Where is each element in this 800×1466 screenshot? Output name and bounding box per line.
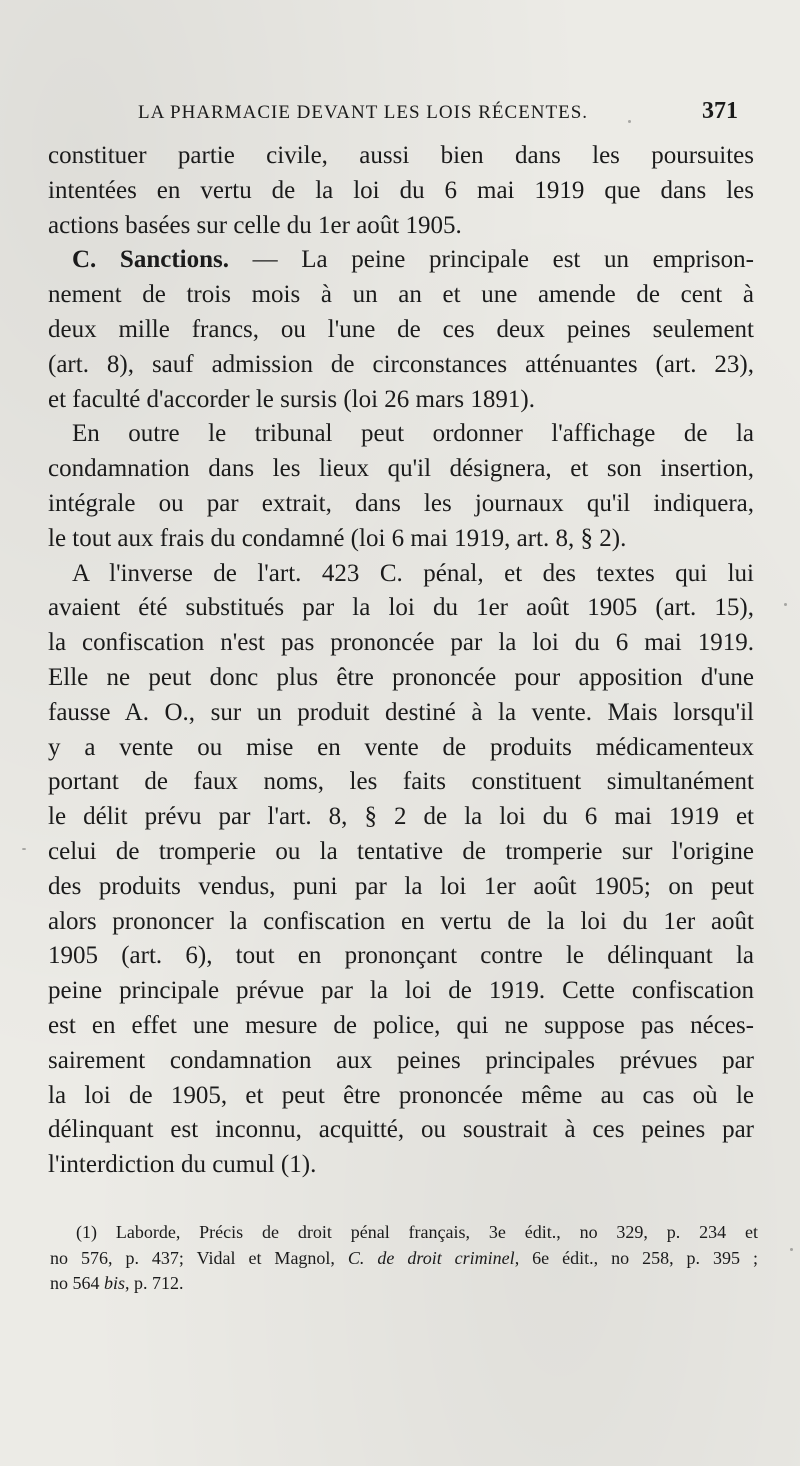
text-line: (art. 8), sauf admission de circonstances atténuantes (art. 23), — [48, 350, 754, 378]
text-line: A l'inverse de l'art. 423 C. pénal, et des textes qui lui — [72, 559, 754, 587]
text-line: alors prononcer la confiscation en vertu de la loi du 1er août — [48, 907, 754, 935]
footnote-text: , p. 712. — [125, 1273, 184, 1293]
text-line: des produits vendus, puni par la loi 1er août 1905; on peut — [48, 872, 754, 900]
page-header — [0, 98, 800, 132]
text-line: l'interdiction du cumul (1). — [48, 1151, 317, 1179]
text-line: Elle ne peut donc plus être prononcée pour apposition d'une — [48, 663, 754, 691]
text-line: y a vente ou mise en vente de produits médicamenteux — [48, 733, 754, 761]
section-heading-rest: — La peine principale est un emprison- — [229, 246, 754, 274]
text-line: le délit prévu par l'art. 8, § 2 de la loi du 6 mai 1919 et — [48, 803, 754, 831]
paper-speck — [22, 848, 26, 850]
paper-speck — [790, 1248, 793, 1251]
text-line: actions basées sur celle du 1er août 1905. — [48, 211, 462, 239]
text-line: nement de trois mois à un an et une amende de cent à — [48, 281, 754, 309]
footnote-text: no 564 — [50, 1273, 104, 1293]
footnote-title: C. de droit criminel — [347, 1247, 515, 1268]
text-line: fausse A. O., sur un produit destiné à la vente. Mais lorsqu'il — [48, 698, 754, 726]
text-line: constituer partie civile, aussi bien dans les poursuites — [48, 142, 754, 169]
section-heading: C. Sanctions. — [72, 246, 229, 274]
text-line: sairement condamnation aux peines principales prévues par — [48, 1046, 754, 1074]
paper-speck — [628, 120, 631, 123]
text-line: celui de tromperie ou la tentative de tromperie sur l'origine — [48, 837, 754, 865]
text-line: intégrale ou par extrait, dans les journaux qu'il indiquera, — [48, 489, 754, 517]
text-line: est en effet une mesure de police, qui ne suppose pas néces- — [48, 1011, 754, 1039]
page-number: 371 — [702, 98, 738, 124]
text-line: En outre le tribunal peut ordonner l'affichage de la — [72, 420, 754, 448]
paper-speck — [784, 603, 787, 606]
footnote-line: (1) Laborde, Précis de droit pénal français, 3e édit., no 329, p. 234 et — [76, 1222, 758, 1242]
section-heading-line — [48, 243, 754, 278]
running-head: LA PHARMACIE DEVANT LES LOIS RÉCENTES. — [138, 102, 589, 123]
text-line: condamnation dans les lieux qu'il désignera, et son insertion, — [48, 455, 754, 483]
text-line: portant de faux noms, les faits constituent simultanément — [48, 768, 754, 796]
text-line: la loi de 1905, et peut être prononcée même au cas où le — [48, 1081, 754, 1109]
footnote-italic: bis — [104, 1273, 126, 1293]
text-line: intentées en vertu de la loi du 6 mai 1919 que dans les — [48, 176, 754, 204]
main-text — [48, 139, 754, 1183]
text-line: 1905 (art. 6), tout en prononçant contre le délinquant la — [48, 942, 754, 970]
text-line: délinquant est inconnu, acquitté, ou soustrait à ces peines par — [48, 1116, 754, 1144]
text-line: avaient été substitués par la loi du 1er août 1905 (art. 15), — [48, 594, 754, 622]
text-line: le tout aux frais du condamné (loi 6 mai 1919, art. 8, § 2). — [48, 524, 627, 552]
text-line: la confiscation n'est pas prononcée par la loi du 6 mai 1919. — [48, 629, 754, 657]
footnote-line — [50, 1271, 758, 1297]
footnote-line — [50, 1246, 758, 1272]
text-line: deux mille francs, ou l'une de ces deux peines seulement — [48, 315, 754, 343]
footnote-text: , 6e édit., no 258, p. 395 ; — [514, 1247, 759, 1268]
footnote-text: no 576, p. 437; Vidal et Magnol, — [50, 1247, 348, 1268]
text-line: et faculté d'accorder le sursis (loi 26 mars 1891). — [48, 385, 535, 413]
text-line: peine principale prévue par la loi de 1919. Cette confiscation — [48, 977, 754, 1005]
footnote — [50, 1220, 759, 1297]
